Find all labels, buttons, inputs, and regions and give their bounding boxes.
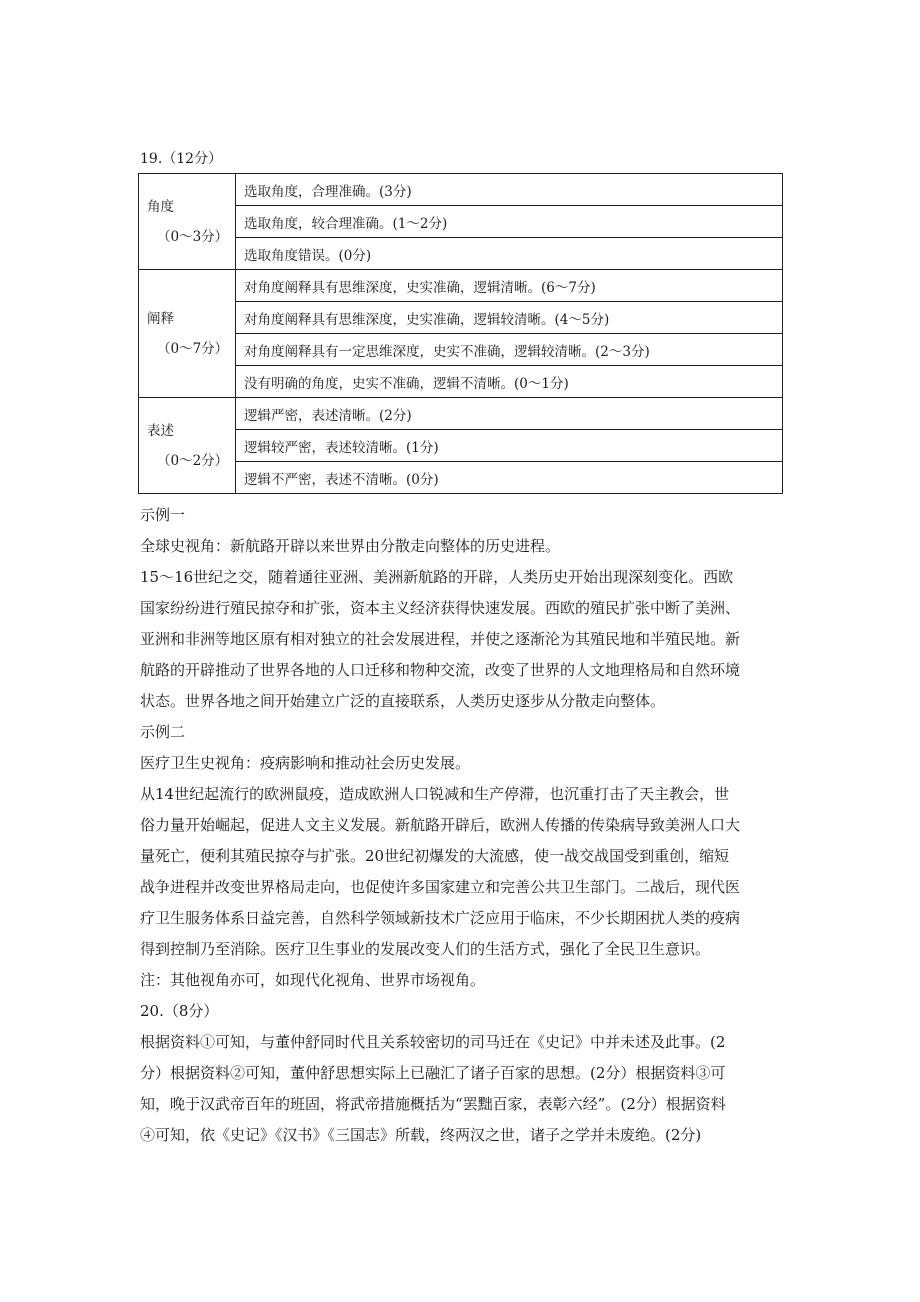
example1-heading: 示例一 [140, 506, 186, 524]
q19-title: 19.（12分） [140, 151, 223, 167]
q20-line: ④可知，依《史记》《汉书》《三国志》所载，终两汉之世，诸子之学并未废绝。(2分) [140, 1126, 702, 1144]
table-row [139, 366, 783, 398]
example2-heading: 示例二 [140, 723, 186, 741]
rubric-level: 选取角度，较合理准确。(1～2分) [236, 206, 783, 238]
table-row [139, 334, 783, 366]
rubric-level: 逻辑不严密，表述不清晰。(0分) [236, 462, 783, 494]
example1-line: 状态。世界各地之间开始建立广泛的直接联系，人类历史逐步从分散走向整体。 [140, 692, 666, 710]
table-row [139, 270, 783, 302]
rubric-level: 对角度阐释具有思维深度，史实准确，逻辑较清晰。(4～5分) [236, 302, 783, 334]
category-range: （0～7分） [157, 340, 229, 357]
category-name: 角度 [147, 198, 174, 215]
example2-line: 得到控制乃至消除。医疗卫生事业的发展改变人们的生活方式，强化了全民卫生意识。 [140, 940, 711, 958]
table-row [139, 302, 783, 334]
category-name: 表述 [147, 422, 174, 439]
rubric-level: 逻辑严密，表述清晰。(2分) [236, 398, 783, 430]
rubric-category-explanation [139, 270, 236, 398]
table-row [139, 462, 783, 494]
table-row [139, 206, 783, 238]
category-range: （0～2分） [157, 452, 229, 469]
rubric-level: 对角度阐释具有一定思维深度，史实不准确，逻辑较清晰。(2～3分) [236, 334, 783, 366]
rubric-category-expression [139, 398, 236, 494]
table-row [139, 238, 783, 270]
q20-line: 分）根据资料②可知，董仲舒思想实际上已融汇了诸子百家的思想。(2分）根据资料③可 [140, 1064, 726, 1082]
q20-line: 知，晚于汉武帝百年的班固，将武帝措施概括为“罢黜百家，表彰六经”。(2分）根据资料 [140, 1095, 726, 1113]
table-row [139, 174, 783, 206]
example2-line: 量死亡，便利其殖民掠夺与扩张。20世纪初爆发的大流感，使一战交战国受到重创，缩短 [140, 847, 730, 865]
example2-perspective: 医疗卫生史视角：疫病影响和推动社会历史发展。 [140, 754, 471, 772]
rubric-level: 选取角度，合理准确。(3分) [236, 174, 783, 206]
rubric-level: 对角度阐释具有思维深度，史实准确，逻辑清晰。(6～7分) [236, 270, 783, 302]
q19-note: 注：其他视角亦可，如现代化视角、世界市场视角。 [140, 971, 486, 989]
category-name: 阐释 [147, 310, 174, 327]
example2-line: 战争进程并改变世界格局走向，也促使许多国家建立和完善公共卫生部门。二战后，现代医 [140, 878, 741, 896]
rubric-category-angle [139, 174, 236, 270]
q19-examples [140, 500, 785, 1151]
example2-line: 从14世纪起流行的欧洲鼠疫，造成欧洲人口锐减和生产停滞，也沉重打击了天主教会，世 [140, 785, 730, 803]
rubric-level: 选取角度错误。(0分) [236, 238, 783, 270]
example1-perspective: 全球史视角：新航路开辟以来世界由分散走向整体的历史进程。 [140, 537, 561, 555]
example1-line: 亚洲和非洲等地区原有相对独立的社会发展进程，并使之逐渐沦为其殖民地和半殖民地。新 [140, 630, 741, 648]
rubric-level: 逻辑较严密，表述较清晰。(1分) [236, 430, 783, 462]
scoring-rubric-table [138, 173, 783, 494]
example1-line: 15～16世纪之交，随着通往亚洲、美洲新航路的开辟，人类历史开始出现深刻变化。西欧 [140, 568, 734, 586]
table-row [139, 430, 783, 462]
rubric-level: 没有明确的角度，史实不准确，逻辑不清晰。(0～1分) [236, 366, 783, 398]
q20-title: 20.（8分） [140, 1002, 219, 1020]
example1-line: 航路的开辟推动了世界各地的人口迁移和物种交流，改变了世界的人文地理格局和自然环境 [140, 661, 741, 679]
example1-line: 国家纷纷进行殖民掠夺和扩张，资本主义经济获得快速发展。西欧的殖民扩张中断了美洲、 [140, 599, 741, 617]
table-row [139, 398, 783, 430]
example2-line: 俗力量开始崛起，促进人文主义发展。新航路开辟后，欧洲人传播的传染病导致美洲人口大 [140, 816, 741, 834]
category-range: （0～3分） [157, 228, 229, 245]
example2-line: 疗卫生服务体系日益完善，自然科学领域新技术广泛应用于临床，不少长期困扰人类的疫病 [140, 909, 741, 927]
q20-line: 根据资料①可知，与董仲舒同时代且关系较密切的司马迁在《史记》中并未述及此事。(2 [140, 1033, 726, 1051]
